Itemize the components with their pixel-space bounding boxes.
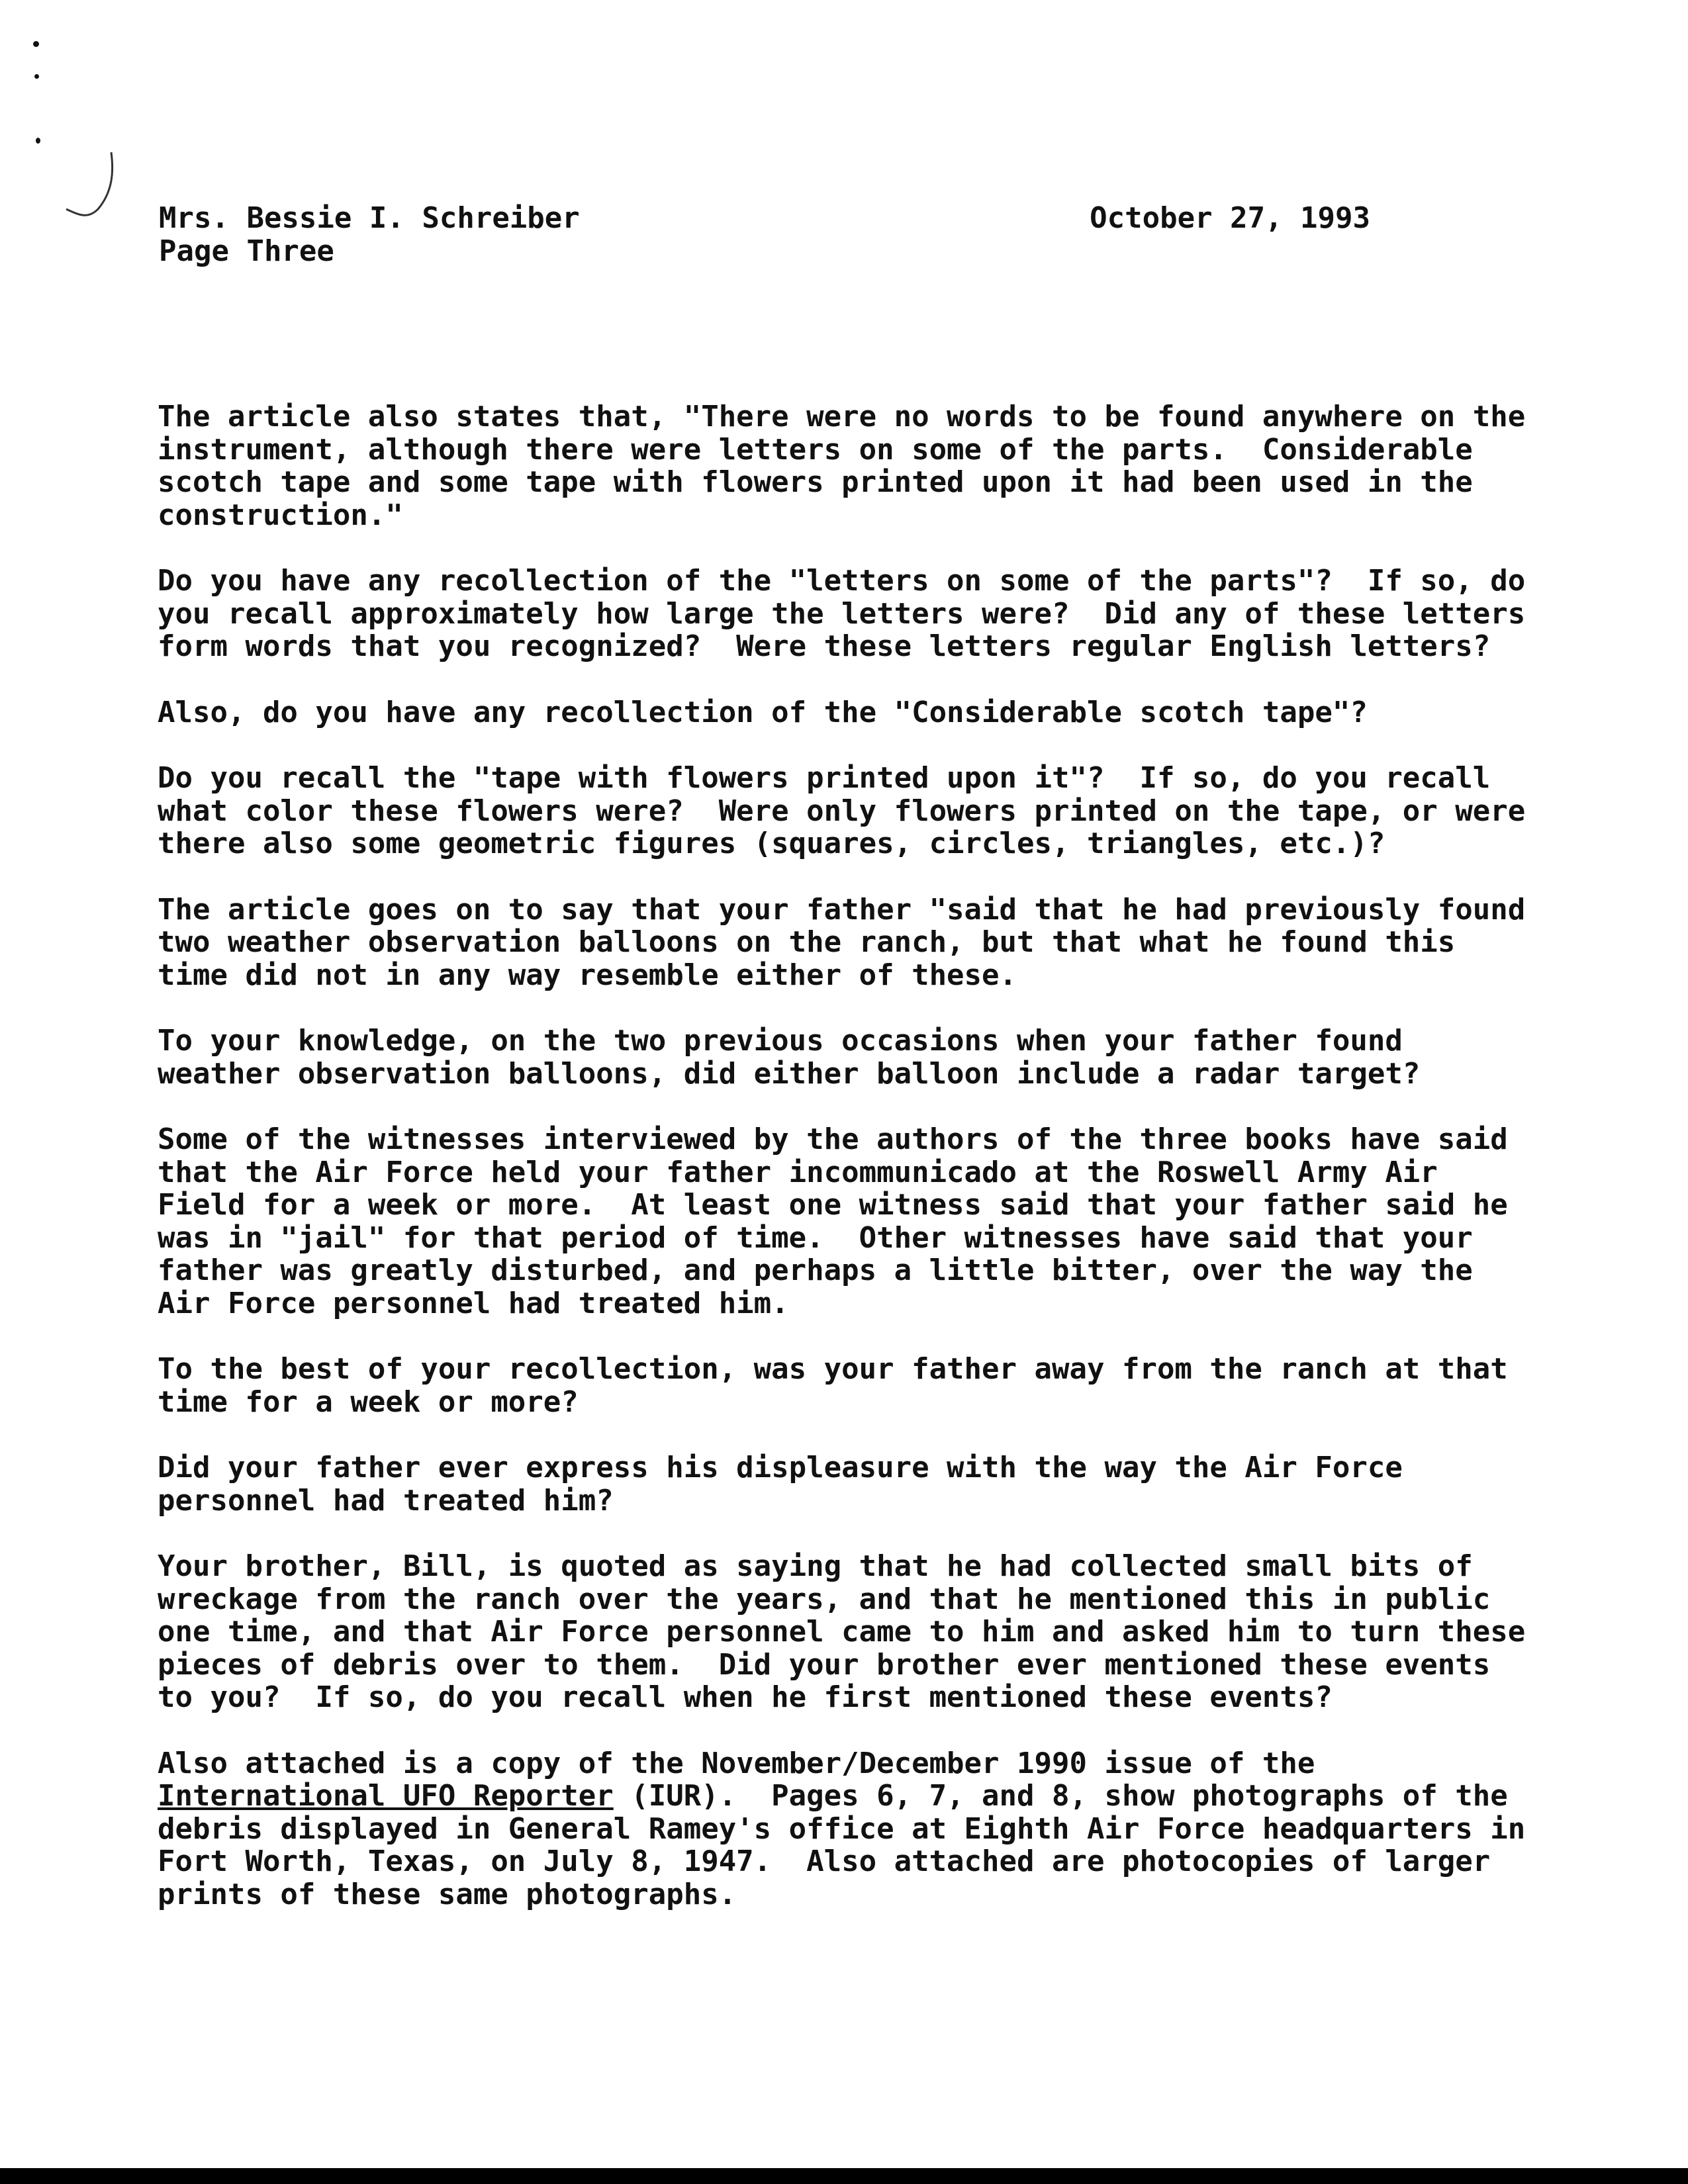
text-line: weather observation balloons, did either balloon include a radar target? (158, 1056, 1421, 1091)
text-fragment: (IUR). Pages 6, 7, and 8, show photographs of the (613, 1779, 1508, 1813)
text-line (158, 1780, 1521, 1813)
paragraph (158, 1123, 1521, 1320)
text-line: debris displayed in General Ramey's office at Eighth Air Force headquarters in (158, 1811, 1526, 1846)
text-line: Also attached is a copy of the November/December 1990 issue of the (158, 1746, 1315, 1780)
scan-mark-dot (33, 41, 39, 47)
text-line: was in "jail" for that period of time. Other witnesses have said that your (158, 1220, 1473, 1255)
final-paragraph (158, 1746, 1526, 1911)
text-line: what color these flowers were? Were only flowers printed on the tape, or were (158, 794, 1526, 828)
text-line: scotch tape and some tape with flowers printed upon it had been used in the (158, 465, 1473, 499)
text-line: Air Force personnel had treated him. (158, 1286, 789, 1320)
recipient-name: Mrs. Bessie I. Schreiber (159, 201, 580, 235)
paragraph (158, 1024, 1521, 1090)
text-line: personnel had treated him? (158, 1483, 614, 1518)
margin-pen-stroke (40, 146, 119, 225)
text-line: Do you have any recollection of the "letters on some of the parts"? If so, do (158, 564, 1526, 598)
text-line: The article also states that, "There were no words to be found anywhere on the (158, 400, 1526, 433)
text-line: Your brother, Bill, is quoted as saying that he had collected small bits of (158, 1549, 1473, 1583)
text-line: Fort Worth, Texas, on July 8, 1947. Also attached are photocopies of larger (158, 1844, 1491, 1878)
text-line: Did your father ever express his displeasure with the way the Air Force (158, 1451, 1403, 1484)
text-line: construction." (158, 498, 403, 532)
text-line: father was greatly disturbed, and perhaps a little bitter, over the way the (158, 1253, 1473, 1287)
text-line: time did not in any way resemble either of these. (158, 958, 1017, 992)
publication-title: International UFO Reporter (158, 1779, 614, 1813)
letter-body (158, 400, 1526, 1944)
text-line: wreckage from the ranch over the years, and that he mentioned this in public (158, 1582, 1491, 1616)
header-second-row (159, 235, 1417, 268)
scan-bottom-border (0, 2168, 1688, 2184)
text-line: time for a week or more? (158, 1385, 579, 1419)
paragraph (158, 564, 1526, 663)
paragraph (158, 1451, 1521, 1517)
text-line: Field for a week or more. At least one witness said that your father said he (158, 1188, 1508, 1222)
text-line: To your knowledge, on the two previous occasions when your father found (158, 1024, 1403, 1058)
paragraph (158, 1353, 1521, 1418)
text-line: The article goes on to say that your father "said that he had previously found (158, 892, 1526, 927)
text-line: Do you recall the "tape with flowers printed upon it"? If so, do you recall (158, 761, 1491, 795)
text-line: Also, do you have any recollection of the "Considerable scotch tape"? (158, 695, 1368, 729)
letter-date: October 27, 1993 (1090, 201, 1370, 235)
text-line: Some of the witnesses interviewed by the authors of the three books have said (158, 1122, 1508, 1156)
text-line: you recall approximately how large the letters were? Did any of these letters (158, 596, 1526, 631)
page-label: Page Three (159, 234, 334, 268)
text-line: instrument, although there were letters on some of the parts. Considerable (158, 432, 1473, 467)
text-line: there also some geometric figures (squares, circles, triangles, etc.)? (158, 827, 1385, 860)
header-first-row (159, 202, 1417, 235)
text-line: to you? If so, do you recall when he first mentioned these events? (158, 1680, 1333, 1714)
scan-mark-dot (36, 138, 40, 144)
letter-header (159, 202, 1417, 268)
text-line: form words that you recognized? Were these letters regular English letters? (158, 629, 1491, 663)
text-line: two weather observation balloons on the ranch, but that what he found this (158, 925, 1456, 959)
paragraph (158, 761, 1526, 860)
text-line: To the best of your recollection, was your father away from the ranch at that (158, 1352, 1508, 1386)
paragraph (158, 400, 1526, 532)
paragraph (158, 1549, 1526, 1714)
text-line: that the Air Force held your father incommunicado at the Roswell Army Air (158, 1155, 1438, 1189)
text-line: pieces of debris over to them. Did your brother ever mentioned these events (158, 1647, 1491, 1682)
paragraph (158, 892, 1526, 992)
paragraph (158, 696, 1521, 729)
text-line: one time, and that Air Force personnel came to him and asked him to turn these (158, 1615, 1526, 1649)
scan-mark-dot (34, 74, 39, 79)
text-line: prints of these same photographs. (158, 1877, 737, 1911)
